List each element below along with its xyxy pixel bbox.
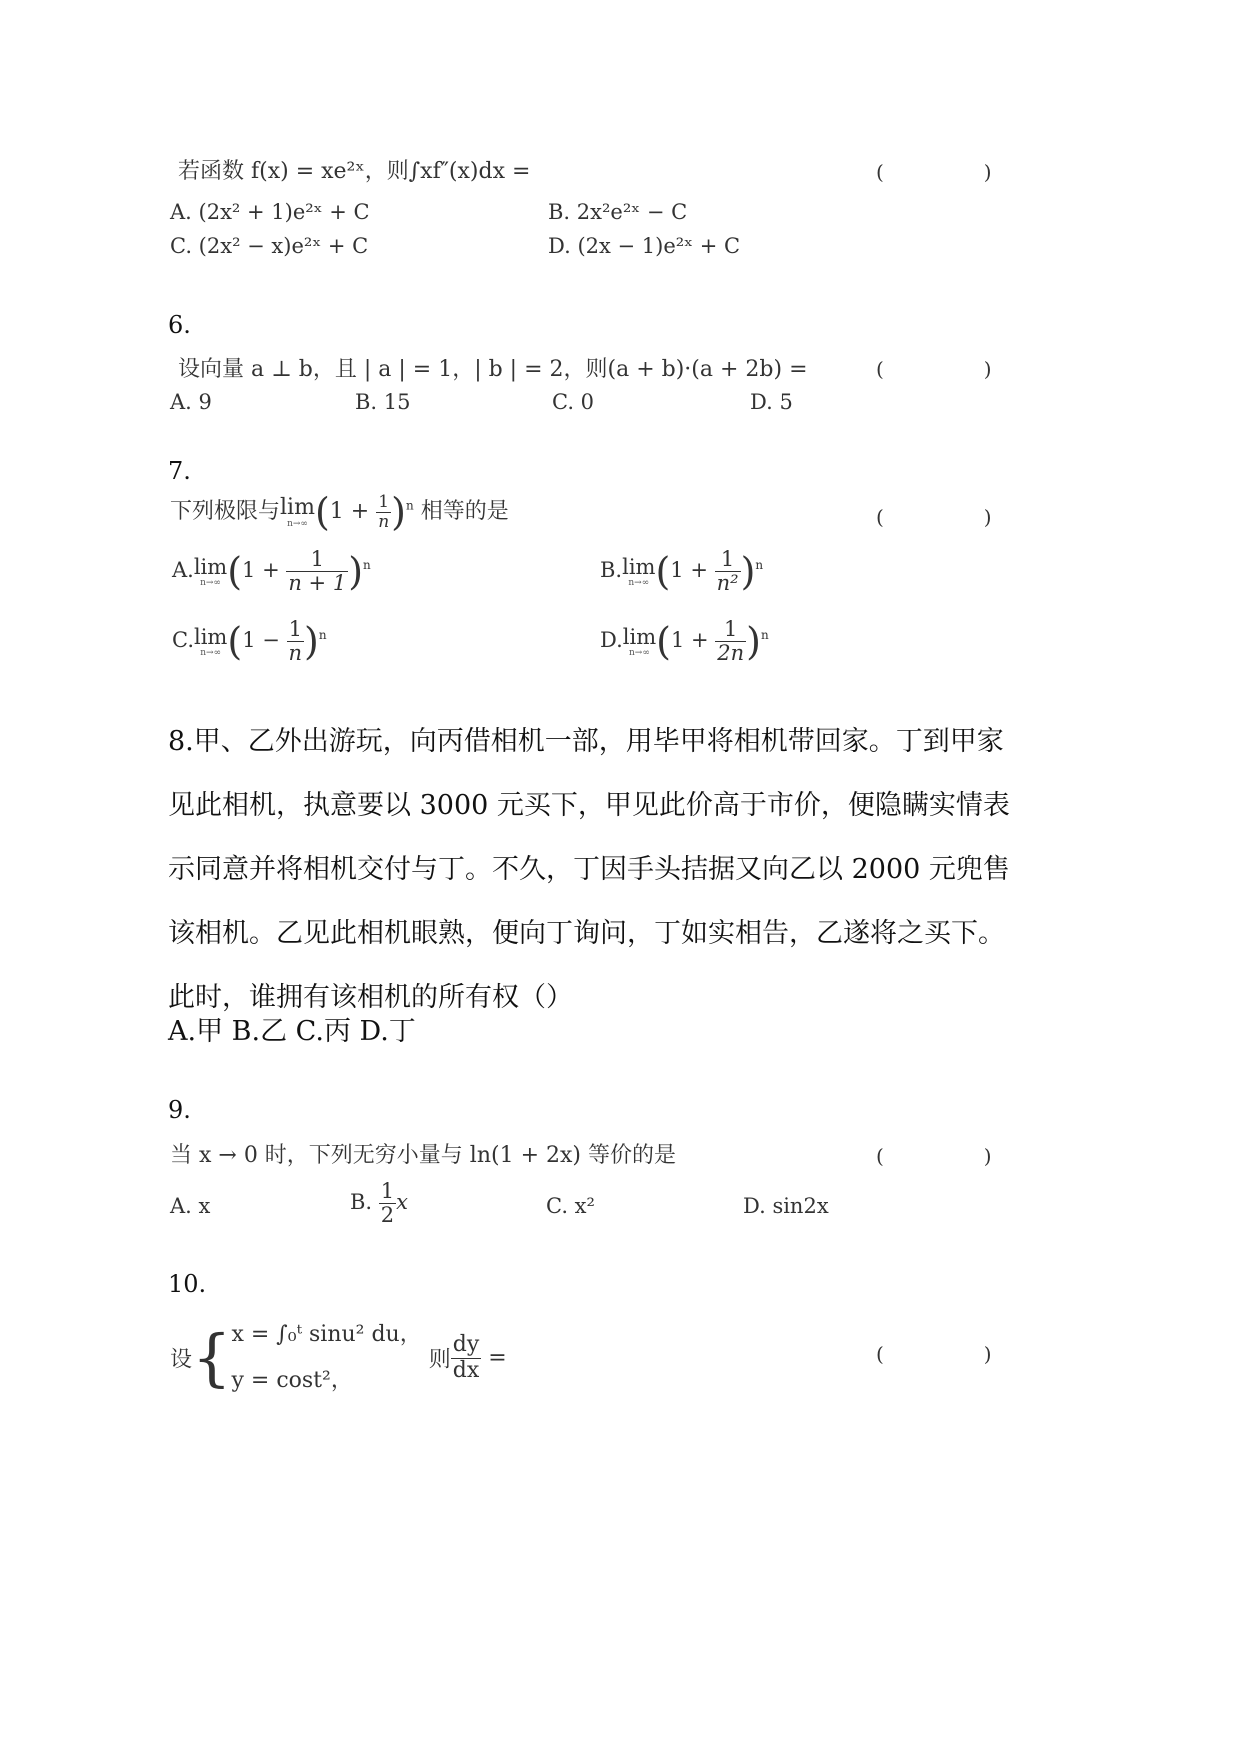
q6-stem: 设向量 a ⊥ b，且 | a | = 1，| b | = 2，则(a + b)·(a + 2b) = — [178, 357, 808, 382]
q5-answer-paren: ( ) — [876, 160, 1032, 184]
q6-number: 6. — [168, 311, 191, 339]
q5-option-c: C. (2x² − x)e²ˣ + C — [170, 234, 369, 258]
q5-stem: 若函数 f(x) = xe²ˣ，则∫xf″(x)dx = — [178, 159, 531, 184]
q9-option-d: D. sin2x — [743, 1194, 829, 1218]
q5-option-d: D. (2x − 1)e²ˣ + C — [548, 234, 741, 258]
q9-option-a: A. x — [170, 1194, 211, 1218]
q7-option-a: A.lim n→∞ (1 + $\frac{1}{n + 1}$ )$^n$ — [172, 547, 371, 596]
q10-line1: x = ∫₀ᵗ sinu² du， — [231, 1322, 422, 1347]
q8-line: 见此相机，执意要以 3000 元买下，甲见此价高于市价，便隐瞒实情表 — [168, 790, 1010, 821]
q10-answer-paren: ( ) — [876, 1342, 1032, 1366]
q6-option-b: B. 15 — [355, 390, 411, 414]
q7-number: 7. — [168, 457, 191, 485]
q9-answer-paren: ( ) — [876, 1144, 1032, 1168]
q7-answer-paren: ( ) — [876, 505, 1032, 529]
q9-stem: 当 x → 0 时，下列无穷小量与 ln(1 + 2x) 等价的是 — [170, 1143, 676, 1168]
q8-line: 该相机。乙见此相机眼熟，便向丁询问，丁如实相告，乙遂将之买下。 — [168, 918, 1005, 949]
q9-number: 9. — [168, 1096, 191, 1124]
q6-option-d: D. 5 — [750, 390, 793, 414]
q8-line: 示同意并将相机交付与丁。不久，丁因手头拮据又向乙以 2000 元兜售 — [168, 854, 1010, 885]
q8-options: A.甲 B.乙 C.丙 D.丁 — [168, 1016, 416, 1047]
q9-option-b: B. $\frac{1}{2}$ x — [350, 1179, 409, 1228]
q7-option-d: D.lim n→∞ (1 + $\frac{1}{2n}$ )$^n$ — [600, 617, 769, 666]
q8-line: 8.甲、乙外出游玩，向丙借相机一部，用毕甲将相机带回家。丁到甲家 — [168, 726, 1004, 757]
q7-stem: 下列极限与lim n→∞ (1 + $\frac{1}{n}$ )$^n$ 相等的是 — [170, 490, 509, 534]
q8-paragraph — [168, 710, 1010, 1030]
q10-stem: 设{ x = ∫₀ᵗ sinu² du， y = cost²， 则 $\frac{dy}{dx}$ = — [170, 1312, 507, 1404]
q10-line2: y = cost²， — [231, 1368, 353, 1393]
q9-option-c: C. x² — [546, 1194, 595, 1218]
q7-option-c: C.lim n→∞ (1 − $\frac{1}{n}$ )$^n$ — [172, 617, 327, 666]
q6-option-a: A. 9 — [170, 390, 212, 414]
q6-answer-paren: ( ) — [876, 357, 1032, 381]
q7-stem-limit: lim n→∞ — [280, 495, 315, 529]
q7-option-b: B.lim n→∞ (1 + $\frac{1}{\text{n²}}$ )$^n$ — [600, 547, 764, 596]
q8-line: 此时，谁拥有该相机的所有权（） — [168, 982, 573, 1013]
q6-option-c: C. 0 — [552, 390, 595, 414]
q10-number: 10. — [168, 1270, 207, 1298]
q5-option-a: A. (2x² + 1)e²ˣ + C — [170, 200, 370, 224]
q5-option-b: B. 2x²e²ˣ − C — [548, 200, 688, 224]
